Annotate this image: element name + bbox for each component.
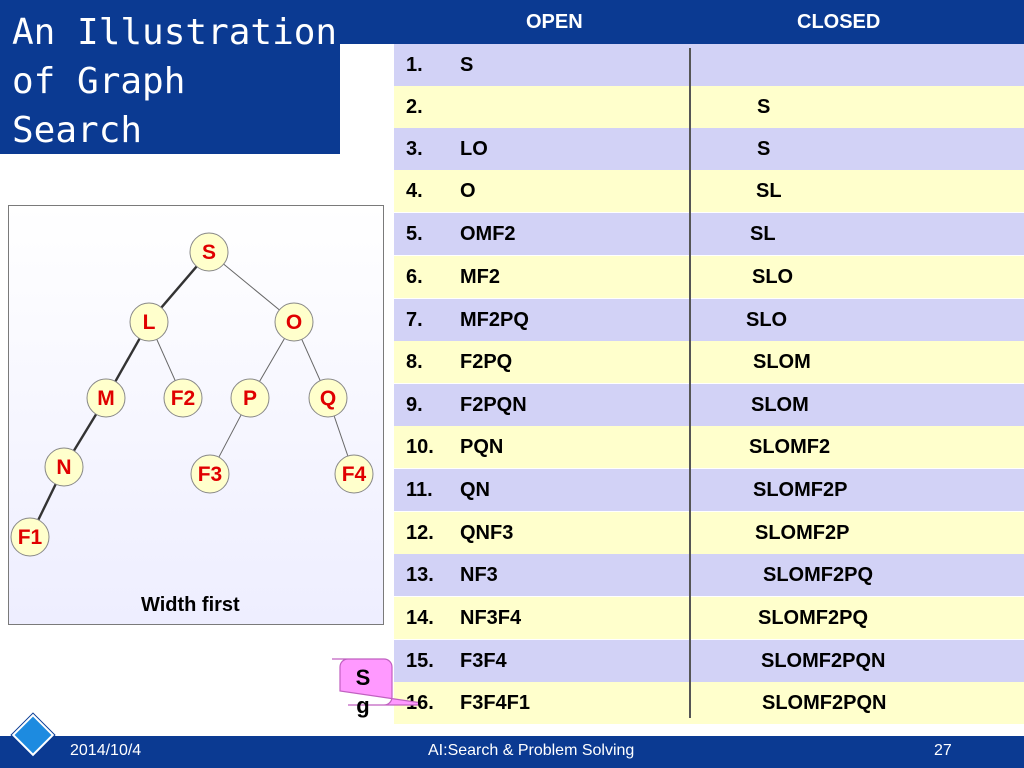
open-list: LO: [460, 138, 488, 160]
tree-nodes: [11, 233, 373, 556]
tree-node-F4: [335, 455, 373, 493]
closed-list: SLOMF2PQ: [763, 564, 874, 586]
tree-node-N: [45, 448, 83, 486]
open-list: S: [460, 54, 474, 76]
search-tree-diagram: [0, 0, 400, 640]
row-number: 8.: [406, 351, 423, 373]
open-list: OMF2: [460, 223, 516, 245]
closed-list: SLOMF2: [749, 436, 831, 458]
tree-node-O: [275, 303, 313, 341]
table-header-band: [340, 0, 1024, 44]
row-number: 5.: [406, 223, 423, 245]
closed-list: SL: [756, 180, 782, 202]
open-list: O: [460, 180, 476, 202]
node-label: F3: [197, 463, 223, 486]
tree-caption: Width first: [141, 594, 240, 616]
table-row: [394, 554, 1024, 596]
edge-O-Q: [302, 339, 320, 380]
edge-L-M: [115, 339, 139, 382]
table-row: [394, 341, 1024, 383]
open-list: NF3: [460, 564, 498, 586]
edge-N-F1: [38, 484, 55, 520]
row-number: 10.: [406, 436, 434, 458]
open-list: QNF3: [460, 522, 514, 544]
closed-list: SLO: [752, 266, 794, 288]
callout-label: Sg: [355, 665, 371, 718]
table-row: [394, 299, 1024, 341]
table-row: [394, 44, 1024, 86]
node-label: F4: [341, 463, 367, 486]
edge-L-F2: [157, 339, 175, 380]
table-row: [394, 640, 1024, 682]
table-row: [394, 170, 1024, 212]
open-list: MF2: [460, 266, 500, 288]
open-list-rest: F4F1: [483, 692, 531, 714]
edge-O-P: [260, 338, 285, 381]
table-row: [394, 469, 1024, 511]
footer-page-number: 27: [934, 742, 952, 759]
table-row: [394, 384, 1024, 426]
row-number: 6.: [406, 266, 423, 288]
closed-list: SLOMF2PQ: [758, 607, 869, 629]
open-list: PQN: [460, 436, 504, 458]
row-number: 14.: [406, 607, 434, 629]
closed-list: SLOM: [751, 394, 809, 416]
edge-Q-F4: [334, 416, 348, 456]
edge-P-F3: [219, 415, 241, 457]
row-number: 7.: [406, 309, 423, 331]
closed-list: SLOMF2P: [755, 522, 850, 544]
closed-list: SLOMF2P: [753, 479, 848, 501]
table-row: [394, 512, 1024, 554]
open-list: F2PQ: [460, 351, 513, 373]
column-divider: [689, 48, 691, 718]
row-number: 9.: [406, 394, 423, 416]
table-row: [394, 213, 1024, 255]
row-number: 15.: [406, 650, 434, 672]
table-row: [394, 682, 1024, 724]
node-label: P: [242, 387, 258, 410]
slide-footer: [0, 736, 1024, 768]
tree-node-F2: [164, 379, 202, 417]
title-line-3: Search: [12, 110, 143, 151]
node-label: O: [285, 311, 303, 334]
row-number: 2.: [406, 96, 423, 118]
edge-M-N: [74, 414, 96, 451]
tree-node-F1: [11, 518, 49, 556]
closed-list: S: [757, 138, 771, 160]
table-row: [394, 597, 1024, 639]
tree-node-P: [231, 379, 269, 417]
tree-node-M: [87, 379, 125, 417]
closed-column-header: CLOSED: [797, 11, 881, 33]
table-row: [394, 426, 1024, 468]
open-list-highlight: F3: [460, 692, 484, 714]
closed-list: SLOMF2PQN: [762, 692, 887, 714]
closed-list: SLOMF2PQN: [761, 650, 886, 672]
node-label: S: [201, 241, 217, 264]
node-label: F1: [17, 526, 43, 549]
title-line-1: An Illustration: [12, 12, 338, 53]
open-list: F3F4: [460, 650, 507, 672]
edge-S-L: [161, 266, 196, 307]
closed-list: SLO: [746, 309, 788, 331]
callout-bubble: [332, 659, 418, 705]
row-number: 11.: [406, 479, 433, 501]
open-list: [460, 692, 530, 715]
row-number: 1.: [406, 54, 423, 76]
tree-node-Q: [309, 379, 347, 417]
table-row: [394, 86, 1024, 128]
node-label: F2: [170, 387, 196, 410]
row-number: 4.: [406, 180, 423, 202]
title-line-2: of Graph: [12, 61, 186, 102]
row-number: 3.: [406, 138, 423, 160]
open-list: QN: [460, 479, 490, 501]
open-list: F2PQN: [460, 394, 527, 416]
tree-node-F3: [191, 455, 229, 493]
open-list: MF2PQ: [460, 309, 529, 331]
closed-list: SL: [750, 223, 776, 245]
closed-list: S: [757, 96, 771, 118]
tree-node-L: [130, 303, 168, 341]
node-label: N: [56, 456, 72, 479]
open-column-header: OPEN: [526, 11, 583, 33]
tree-node-S: [190, 233, 228, 271]
open-list: NF3F4: [460, 607, 522, 629]
footer-course: AI:Search & Problem Solving: [428, 742, 635, 759]
node-label: M: [97, 387, 115, 410]
edge-S-O: [224, 264, 280, 310]
row-number: 12.: [406, 522, 434, 544]
table-row: [394, 256, 1024, 298]
table-row: [394, 128, 1024, 170]
row-number: 16.: [406, 692, 434, 714]
closed-list: SLOM: [753, 351, 811, 373]
row-number: 13.: [406, 564, 434, 586]
node-label: L: [142, 311, 156, 334]
node-label: Q: [319, 387, 337, 410]
footer-date: 2014/10/4: [70, 742, 142, 759]
